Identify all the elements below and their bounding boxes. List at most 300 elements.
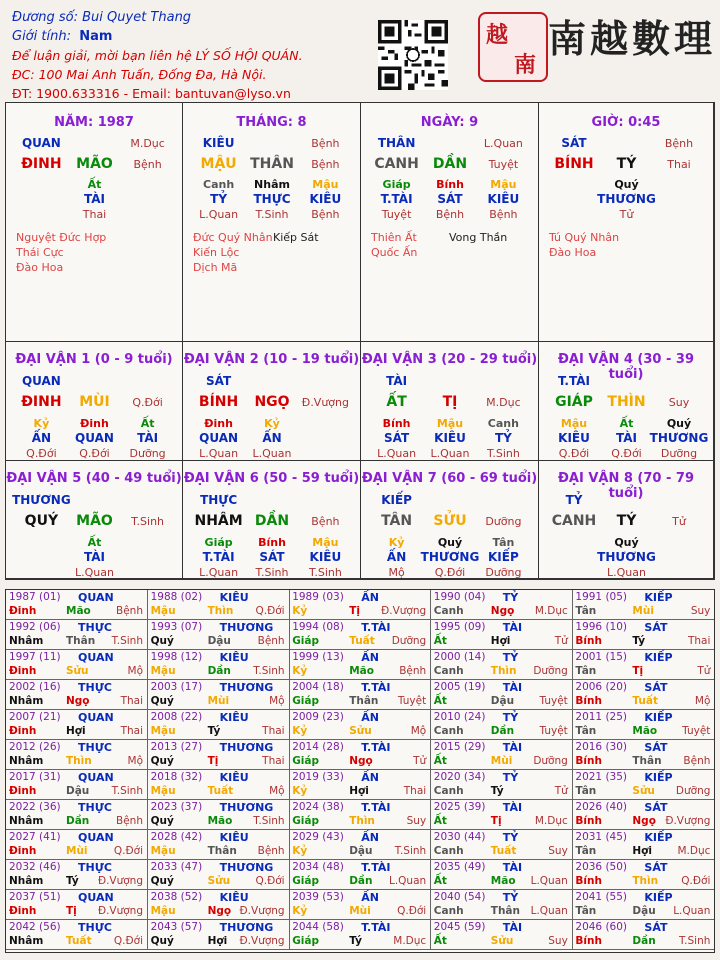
year-label: 1987 (01) (9, 591, 61, 603)
hidden-stem: Bính (258, 536, 286, 549)
year-cell (148, 680, 290, 710)
year-label: 2031 (45) (575, 831, 628, 843)
hidden-god: THƯƠNG (597, 550, 656, 564)
year-god: TÀI (502, 921, 523, 934)
hidden-stem: Bính (436, 178, 464, 191)
year-branch: Thìn (632, 875, 659, 887)
year-cell (148, 710, 290, 740)
year-god: TỶ (502, 771, 519, 784)
year-cell (431, 770, 573, 800)
year-god: THƯƠNG (219, 741, 274, 754)
year-label: 2046 (60) (575, 921, 628, 933)
year-branch: Tuất (632, 695, 658, 707)
year-god: T.TÀI (361, 921, 391, 934)
year-cell (572, 650, 714, 680)
year-god: KIẾP (644, 651, 673, 664)
hidden-stem: Ất (87, 536, 102, 549)
year-label: 2005 (19) (433, 681, 486, 693)
year-branch: Thân (207, 845, 237, 857)
year-stage: Suy (690, 605, 711, 617)
shensha-list-2 (273, 230, 319, 245)
year-branch: Tị (490, 815, 502, 827)
hidden-god: TỶ (210, 192, 228, 206)
year-branch: Thân (632, 755, 662, 767)
luck-stage: Tử (672, 515, 686, 528)
year-stage: Tuyệt (539, 725, 568, 737)
year-label: 2015 (29) (433, 741, 486, 753)
year-stem: Tân (575, 605, 597, 617)
shensha-item: Thái Cực (16, 246, 64, 259)
year-branch: Hợi (632, 845, 652, 857)
luck-stage: Suy (668, 396, 690, 409)
year-god: KIÊU (219, 711, 249, 724)
year-label: 1997 (11) (9, 651, 61, 663)
luck-branch: MÃO (76, 513, 113, 529)
pillar-stage: Thai (667, 158, 691, 171)
year-label: 2040 (54) (433, 891, 486, 903)
year-god: ẤN (361, 591, 379, 604)
year-god: TÀI (502, 741, 523, 754)
year-label: 1995 (09) (433, 621, 486, 633)
year-stem: Ất (433, 755, 447, 767)
year-god: TÀI (502, 621, 523, 634)
chart-header (12, 8, 303, 103)
year-label: 2036 (50) (575, 861, 628, 873)
year-god: TÀI (502, 681, 523, 694)
year-cell (431, 620, 573, 650)
year-cell (6, 860, 148, 890)
year-label: 2023 (37) (150, 801, 203, 813)
year-branch: Tị (349, 605, 360, 617)
year-label: 2038 (52) (150, 891, 203, 903)
year-label: 2000 (14) (433, 651, 486, 663)
year-stem: Tân (575, 785, 597, 797)
hidden-stage: Tử (619, 208, 634, 221)
year-cell (148, 620, 290, 650)
hidden-stem: Mậu (312, 178, 339, 191)
year-label: 2008 (22) (150, 711, 203, 723)
year-label: 2029 (43) (292, 831, 344, 843)
year-god: QUAN (78, 591, 114, 604)
year-branch: Thân (490, 905, 520, 917)
pillar-cell (361, 103, 539, 342)
year-branch: Dần (632, 935, 656, 947)
pillar-god: SÁT (561, 136, 587, 150)
year-label: 2041 (55) (575, 891, 628, 903)
year-label: 2014 (28) (292, 741, 344, 753)
year-stem: Quý (150, 635, 174, 647)
year-label: 2018 (32) (150, 771, 203, 783)
pillar-stem: CANH (374, 156, 419, 172)
year-god: T.TÀI (361, 621, 391, 634)
hidden-god: ẤN (386, 550, 407, 564)
hidden-stage: L.Quan (199, 208, 239, 221)
year-cell (289, 650, 431, 680)
year-label: 2016 (30) (575, 741, 628, 753)
pillar-stage: Tuyệt (488, 158, 519, 171)
year-stage: Bệnh (399, 665, 427, 677)
year-cell (289, 830, 431, 860)
hidden-god: KIÊU (487, 192, 520, 206)
year-branch: Thìn (490, 665, 517, 677)
year-cell (6, 890, 148, 920)
year-stage: Mộ (127, 755, 143, 767)
luck-title: ĐẠI VẬN 8 (70 - 79 tuổi) (558, 471, 694, 501)
year-cell (289, 890, 431, 920)
year-branch: Dậu (66, 785, 90, 797)
year-cell (148, 590, 290, 620)
year-stage: Tử (554, 785, 568, 797)
year-stage: Q.Đới (255, 605, 285, 617)
year-stem: Ất (433, 695, 447, 707)
year-stage: Bệnh (116, 815, 143, 827)
year-stage: Đ.Vượng (665, 815, 711, 827)
year-cell (289, 620, 431, 650)
year-branch: Tuất (349, 635, 375, 647)
pillar-branch: TÝ (616, 156, 637, 172)
year-god: KIẾP (644, 591, 673, 604)
year-branch: Thìn (349, 815, 375, 827)
seal-glyph: 越 (486, 22, 509, 48)
year-cell (289, 800, 431, 830)
year-label: 2027 (41) (9, 831, 61, 843)
year-stage: Bệnh (257, 845, 285, 857)
year-stem: Kỷ (292, 845, 308, 857)
year-stem: Canh (433, 665, 464, 677)
qr-code (378, 20, 448, 90)
luck-stage: Đ.Vượng (301, 396, 349, 409)
year-god: THỰC (78, 681, 112, 694)
luck-title: ĐẠI VẬN 3 (20 - 29 tuổi) (361, 352, 538, 367)
hidden-stage: Dưỡng (129, 447, 166, 460)
year-god: TỶ (502, 651, 519, 664)
year-god: QUAN (78, 771, 114, 784)
year-stage: Thai (403, 785, 427, 797)
year-stage: Tử (697, 665, 711, 677)
year-branch: Ngọ (66, 695, 90, 707)
year-label: 2044 (58) (292, 921, 344, 933)
year-label: 2007 (21) (9, 711, 61, 723)
year-cell (572, 770, 714, 800)
year-stem: Đinh (9, 785, 37, 797)
hidden-stage: Q.Đới (79, 447, 110, 460)
year-stem: Quý (150, 935, 174, 947)
hidden-stage: Thai (82, 208, 107, 221)
hidden-stem: Mậu (312, 536, 339, 549)
year-branch: Hợi (207, 935, 228, 947)
year-stage: Thai (262, 725, 285, 737)
year-cell (6, 620, 148, 650)
year-cell (6, 650, 148, 680)
year-label: 2003 (17) (150, 681, 203, 693)
year-god: SÁT (644, 861, 668, 874)
hidden-stage: Bệnh (435, 208, 465, 221)
luck-title: ĐẠI VẬN 2 (10 - 19 tuổi) (183, 352, 360, 367)
hidden-stage: L.Quan (75, 566, 114, 579)
year-cell (148, 830, 290, 860)
year-stage: T.Sinh (111, 785, 143, 797)
year-god: KIÊU (219, 651, 249, 664)
year-cell (289, 860, 431, 890)
year-stage: Thai (687, 635, 711, 647)
year-stage: Thai (262, 755, 285, 767)
year-label: 2028 (42) (150, 831, 203, 843)
hidden-god: TÀI (137, 431, 159, 445)
hidden-stem: Giáp (204, 536, 233, 549)
hidden-stage: Dưỡng (485, 566, 522, 579)
year-stage: Q.Đới (113, 845, 143, 857)
year-god: THƯƠNG (219, 621, 274, 634)
pillar-stem: MẬU (200, 156, 237, 172)
hidden-stem: Kỷ (264, 417, 280, 430)
year-branch: Sửu (207, 875, 231, 887)
year-god: THƯƠNG (219, 861, 274, 874)
luck-branch: TỊ (442, 394, 458, 410)
year-label: 1989 (03) (292, 591, 344, 603)
hidden-god: ẤN (262, 431, 282, 445)
year-stem: Giáp (292, 695, 320, 707)
year-god: SÁT (644, 921, 668, 934)
year-stem: Đinh (9, 605, 37, 617)
year-stage: Tuyệt (682, 725, 711, 737)
pillar-stage: Bệnh (311, 158, 340, 171)
year-stage: Đ.Vượng (97, 905, 143, 917)
year-cell (148, 740, 290, 770)
year-label: 2001 (15) (575, 651, 628, 663)
year-cell (431, 830, 573, 860)
year-god: T.TÀI (361, 741, 391, 754)
year-branch: Ngọ (632, 815, 656, 827)
year-stem: Nhâm (9, 755, 44, 767)
year-stage: Dưỡng (533, 665, 568, 677)
year-god: SÁT (644, 741, 668, 754)
year-god: TỶ (502, 591, 519, 604)
year-stage: T.Sinh (253, 815, 285, 827)
year-stem: Đinh (9, 725, 37, 737)
year-branch: Dần (207, 665, 231, 677)
bazi-chart-grid (5, 102, 715, 580)
hidden-god: T.TÀI (380, 192, 413, 206)
year-branch: Ngọ (490, 605, 515, 617)
year-god: THƯƠNG (219, 681, 274, 694)
year-label: 2037 (51) (9, 891, 61, 903)
year-god: ẤN (361, 651, 379, 664)
year-label: 2034 (48) (292, 861, 344, 873)
year-god: KIÊU (219, 591, 249, 604)
year-stem: Giáp (292, 815, 320, 827)
year-stem: Giáp (292, 875, 320, 887)
year-branch: Mùi (490, 755, 513, 767)
year-cell (572, 920, 714, 950)
luck-stem: ĐINH (21, 394, 62, 410)
year-stem: Mậu (150, 725, 176, 737)
year-label: 2012 (26) (9, 741, 61, 753)
year-stem: Kỷ (292, 725, 308, 737)
hidden-stem: Mậu (436, 417, 464, 430)
year-branch: Dậu (490, 695, 515, 707)
luck-cell (361, 461, 539, 579)
year-cell (148, 800, 290, 830)
year-cell (431, 890, 573, 920)
year-stem: Nhâm (9, 815, 44, 827)
hidden-stage: Q.Đới (434, 566, 466, 579)
seal-glyph: 南 (514, 52, 537, 78)
luck-stem: NHÂM (194, 513, 243, 529)
year-god: KIÊU (219, 771, 249, 784)
year-branch: Dần (490, 725, 515, 737)
shensha-item: Đào Hoa (16, 261, 64, 274)
luck-god: TÀI (386, 374, 408, 388)
year-stem: Kỷ (292, 785, 308, 797)
pillar-title: NĂM: 1987 (54, 115, 134, 130)
hidden-stage: Dưỡng (660, 447, 698, 460)
pillar-cell (6, 103, 183, 342)
year-label: 2004 (18) (292, 681, 344, 693)
hidden-stage: L.Quan (199, 566, 239, 579)
luck-title: ĐẠI VẬN 4 (30 - 39 tuổi) (558, 352, 694, 382)
year-cell (431, 860, 573, 890)
year-label: 2025 (39) (433, 801, 486, 813)
year-branch: Sửu (490, 935, 514, 947)
year-branch: Tuất (207, 785, 234, 797)
year-stage: Q.Đới (681, 875, 711, 887)
year-branch: Hợi (66, 725, 86, 737)
year-stem: Kỷ (292, 665, 308, 677)
hidden-stem: Quý (437, 536, 463, 549)
year-stem: Bính (575, 755, 602, 767)
hidden-stage: Bệnh (489, 208, 518, 221)
year-god: T.TÀI (361, 801, 391, 814)
year-stem: Tân (575, 905, 597, 917)
duong-so: Đương số: Bui Quyet Thang (12, 10, 192, 25)
year-label: 2035 (49) (433, 861, 486, 873)
year-stage: Đ.Vượng (239, 905, 285, 917)
year-god: TỶ (502, 891, 519, 904)
year-god: T.TÀI (361, 681, 391, 694)
year-label: 2021 (35) (575, 771, 628, 783)
luck-title: ĐẠI VẬN 1 (0 - 9 tuổi) (15, 352, 173, 367)
year-stem: Nhâm (9, 695, 44, 707)
hidden-god: KIÊU (558, 431, 590, 445)
year-cell (148, 860, 290, 890)
year-stem: Ất (433, 875, 447, 887)
pillar-stem: BÍNH (554, 156, 594, 172)
pillar-title: THÁNG: 8 (236, 115, 307, 130)
year-stage: Q.Đới (113, 935, 143, 947)
hidden-stage: T.Sinh (255, 208, 289, 221)
year-stage: T.Sinh (394, 845, 427, 857)
hidden-stage: Tuyệt (381, 208, 412, 221)
luck-branch: MÙI (79, 394, 110, 410)
year-stage: Thai (120, 695, 143, 707)
year-stage: M.Dục (534, 815, 568, 827)
year-branch: Mão (207, 815, 233, 827)
year-god: KIÊU (219, 891, 249, 904)
year-god: KIẾP (644, 711, 673, 724)
year-god: THỰC (78, 921, 112, 934)
year-label: 1998 (12) (150, 651, 203, 663)
hidden-god: TÀI (615, 431, 638, 445)
year-stage: Q.Đới (397, 905, 427, 917)
year-stage: M.Dục (534, 605, 568, 617)
red-seal (478, 12, 548, 82)
year-cell (289, 740, 431, 770)
hidden-stage: Q.Đới (26, 447, 57, 460)
year-stage: L.Quan (388, 875, 427, 887)
year-branch: Sửu (632, 785, 655, 797)
year-label: 2006 (20) (575, 681, 628, 693)
hidden-stage: Q.Đới (558, 447, 590, 460)
pillar-god: QUAN (21, 136, 61, 150)
year-god: QUAN (78, 831, 114, 844)
hidden-stem: Quý (614, 536, 639, 549)
hidden-stage: L.Quan (430, 447, 470, 460)
shensha-item: Vong Thần (449, 231, 508, 244)
year-god: ẤN (361, 771, 379, 784)
hidden-god: THƯƠNG (420, 550, 480, 564)
year-god: THỰC (78, 801, 112, 814)
year-stem: Quý (150, 815, 174, 827)
year-branch: Ngọ (349, 755, 373, 767)
year-god: SÁT (644, 621, 668, 634)
year-cell (148, 650, 290, 680)
year-cell (572, 740, 714, 770)
luck-stage: Q.Đới (132, 396, 163, 409)
year-stem: Canh (433, 785, 464, 797)
year-god: T.TÀI (361, 861, 391, 874)
hidden-god: KIÊU (434, 431, 466, 445)
year-stage: T.Sinh (678, 935, 711, 947)
year-cell (6, 770, 148, 800)
year-stem: Đinh (9, 845, 37, 857)
year-stage: L.Quan (530, 875, 568, 887)
year-stem: Đinh (9, 665, 37, 677)
year-stage: Đ.Vượng (97, 875, 143, 887)
hidden-god: THƯƠNG (597, 192, 656, 206)
year-god: ẤN (361, 891, 379, 904)
year-stage: Mộ (127, 665, 143, 677)
hidden-god: QUAN (75, 431, 114, 445)
year-branch: Tý (632, 635, 646, 647)
hidden-stem: Ất (87, 178, 102, 191)
year-cell (289, 590, 431, 620)
hidden-god: SÁT (384, 431, 410, 445)
year-branch: Dần (349, 875, 373, 887)
year-god: KIẾP (644, 831, 673, 844)
pillar-stage-top: Bệnh (664, 137, 694, 150)
year-cell (431, 740, 573, 770)
hidden-stem: Canh (203, 178, 235, 191)
year-cell (6, 800, 148, 830)
year-stem: Mậu (150, 845, 176, 857)
luck-stage: M.Dục (486, 396, 521, 409)
year-branch: Tị (66, 905, 77, 917)
year-stem: Giáp (292, 935, 320, 947)
year-god: THỰC (78, 621, 112, 634)
year-label: 1988 (02) (150, 591, 203, 603)
year-stem: Quý (150, 695, 174, 707)
hidden-god: SÁT (437, 192, 463, 206)
gioi-tinh: Giới tính: Nam (12, 29, 113, 44)
pillar-god: KIÊU (202, 136, 235, 150)
hidden-god: TỶ (494, 431, 512, 445)
year-stem: Nhâm (9, 635, 44, 647)
year-stage: Mộ (694, 695, 711, 707)
year-god: QUAN (78, 711, 114, 724)
year-cell (6, 740, 148, 770)
year-god: THỰC (78, 861, 112, 874)
hidden-stem: Mậu (560, 417, 588, 430)
